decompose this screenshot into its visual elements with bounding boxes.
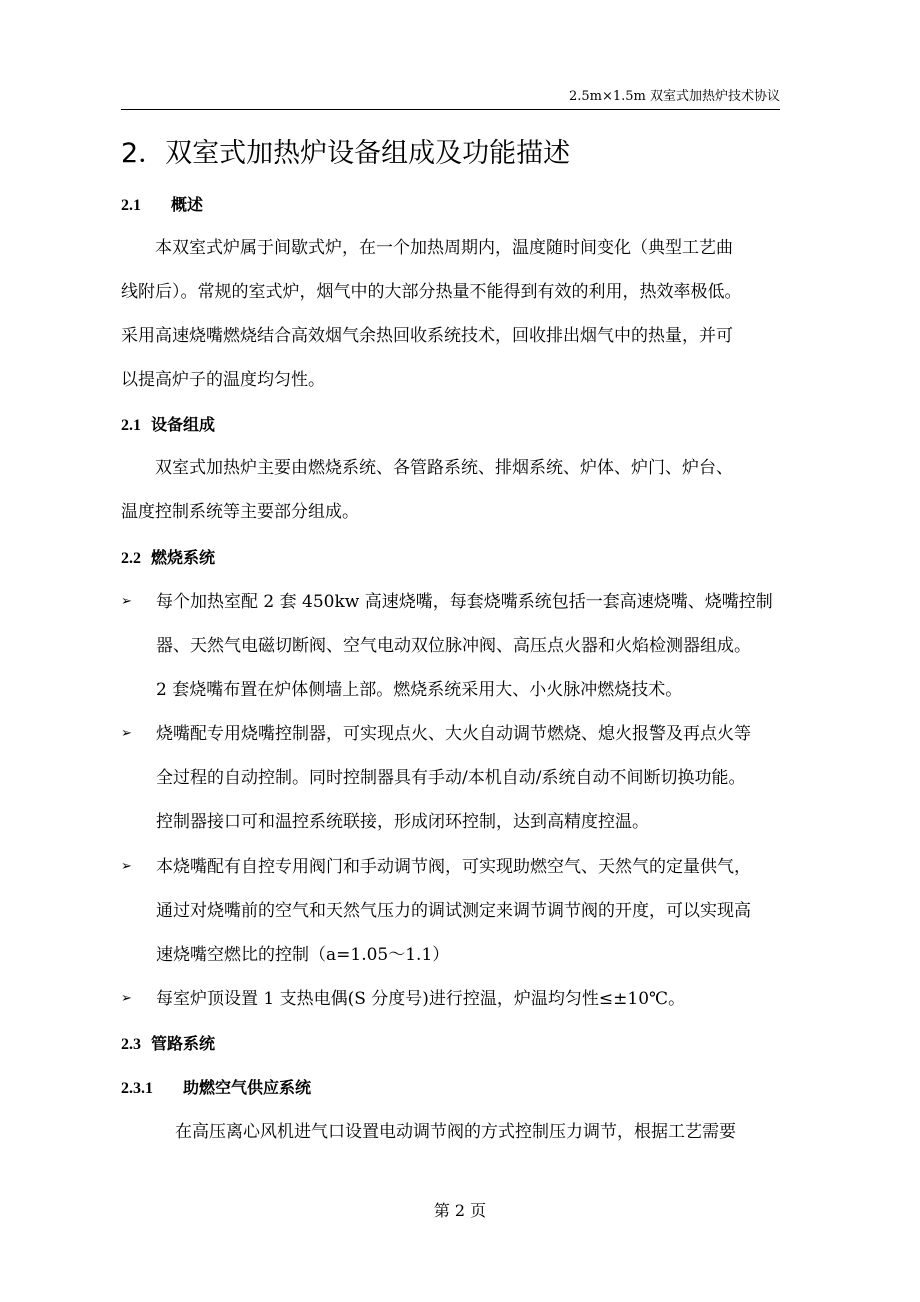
bullet-line: 每室炉顶设置 1 支热电偶(S 分度号)进行控温，炉温均匀性≤±10℃。 (156, 989, 686, 1009)
bullet-item (121, 712, 797, 844)
section-heading-piping (121, 1032, 215, 1057)
paragraph-line: 采用高速烧嘴燃烧结合高效烟气余热回收系统技术，回收排出烟气中的热量，并可 (121, 326, 733, 346)
paragraph-line: 双室式加热炉主要由燃烧系统、各管路系统、排烟系统、炉体、炉门、炉台、 (155, 458, 733, 478)
bullet-arrow-icon: ➢ (121, 594, 132, 609)
section-title: 燃烧系统 (151, 548, 216, 567)
section-title: 管路系统 (151, 1034, 216, 1053)
bullet-line: 器、天然气电磁切断阀、空气电动双位脉冲阀、高压点火器和火焰检测器组成。 (156, 636, 751, 656)
section-heading-composition (121, 413, 215, 438)
bullet-line: 全过程的自动控制。同时控制器具有手动/本机自动/系统自动不间断切换功能。 (156, 768, 746, 788)
subsection-heading-combustion-air (121, 1076, 311, 1101)
paragraph-line: 温度控制系统等主要部分组成。 (121, 502, 359, 522)
paragraph-line: 在高压离心风机进气口设置电动调节阀的方式控制压力调节，根据工艺需要 (175, 1122, 736, 1142)
paragraph-line: 本双室式炉属于间歇式炉，在一个加热周期内，温度随时间变化（典型工艺曲 (155, 238, 733, 258)
bullet-line: 烧嘴配专用烧嘴控制器，可实现点火、大火自动调节燃烧、熄火报警及再点火等 (156, 724, 751, 744)
section-heading-combustion (121, 546, 215, 571)
section-number: 2.3 (121, 1036, 141, 1053)
paragraph-line: 线附后）。常规的室式炉，烟气中的大部分热量不能得到有效的利用，热效率极低。 (121, 282, 742, 302)
section-title: 设备组成 (151, 415, 216, 434)
bullet-arrow-icon: ➢ (121, 991, 132, 1006)
paragraph-composition (121, 446, 797, 534)
section-number: 2.2 (121, 550, 141, 567)
chapter-title: 2．双室式加热炉设备组成及功能描述 (121, 138, 571, 169)
section-number: 2.1 (121, 417, 141, 434)
section-number: 2.3.1 (121, 1080, 153, 1097)
section-number: 2.1 (121, 197, 141, 214)
bullet-line: 每个加热室配 2 套 450kw 高速烧嘴，每套烧嘴系统包括一套高速烧嘴、烧嘴控制 (156, 592, 773, 612)
paragraph-combustion-air (121, 1110, 797, 1154)
header-rule (121, 109, 780, 110)
bullet-line: 速烧嘴空燃比的控制（a=1.05～1.1） (156, 945, 450, 965)
paragraph-line: 以提高炉子的温度均匀性。 (121, 370, 325, 390)
section-heading-overview (121, 193, 203, 218)
section-title: 概述 (171, 195, 204, 214)
bullet-line: 2 套烧嘴布置在炉体侧墙上部。燃烧系统采用大、小火脉冲燃烧技术。 (156, 680, 683, 700)
bullet-item (121, 977, 797, 1021)
bullet-arrow-icon: ➢ (121, 859, 132, 874)
bullet-item (121, 580, 797, 712)
section-title: 助燃空气供应系统 (183, 1078, 312, 1097)
bullet-line: 控制器接口可和温控系统联接，形成闭环控制，达到高精度控温。 (156, 812, 649, 832)
running-header: 2.5m×1.5m 双室式加热炉技术协议 (568, 89, 780, 104)
bullet-item (121, 845, 797, 977)
bullet-line: 本烧嘴配有自控专用阀门和手动调节阀，可实现助燃空气、天然气的定量供气， (156, 857, 751, 877)
page-number: 第 2 页 (433, 1201, 487, 1220)
bullet-arrow-icon: ➢ (121, 726, 132, 741)
paragraph-overview (121, 226, 797, 402)
bullet-line: 通过对烧嘴前的空气和天然气压力的调试测定来调节调节阀的开度，可以实现高 (156, 901, 751, 921)
